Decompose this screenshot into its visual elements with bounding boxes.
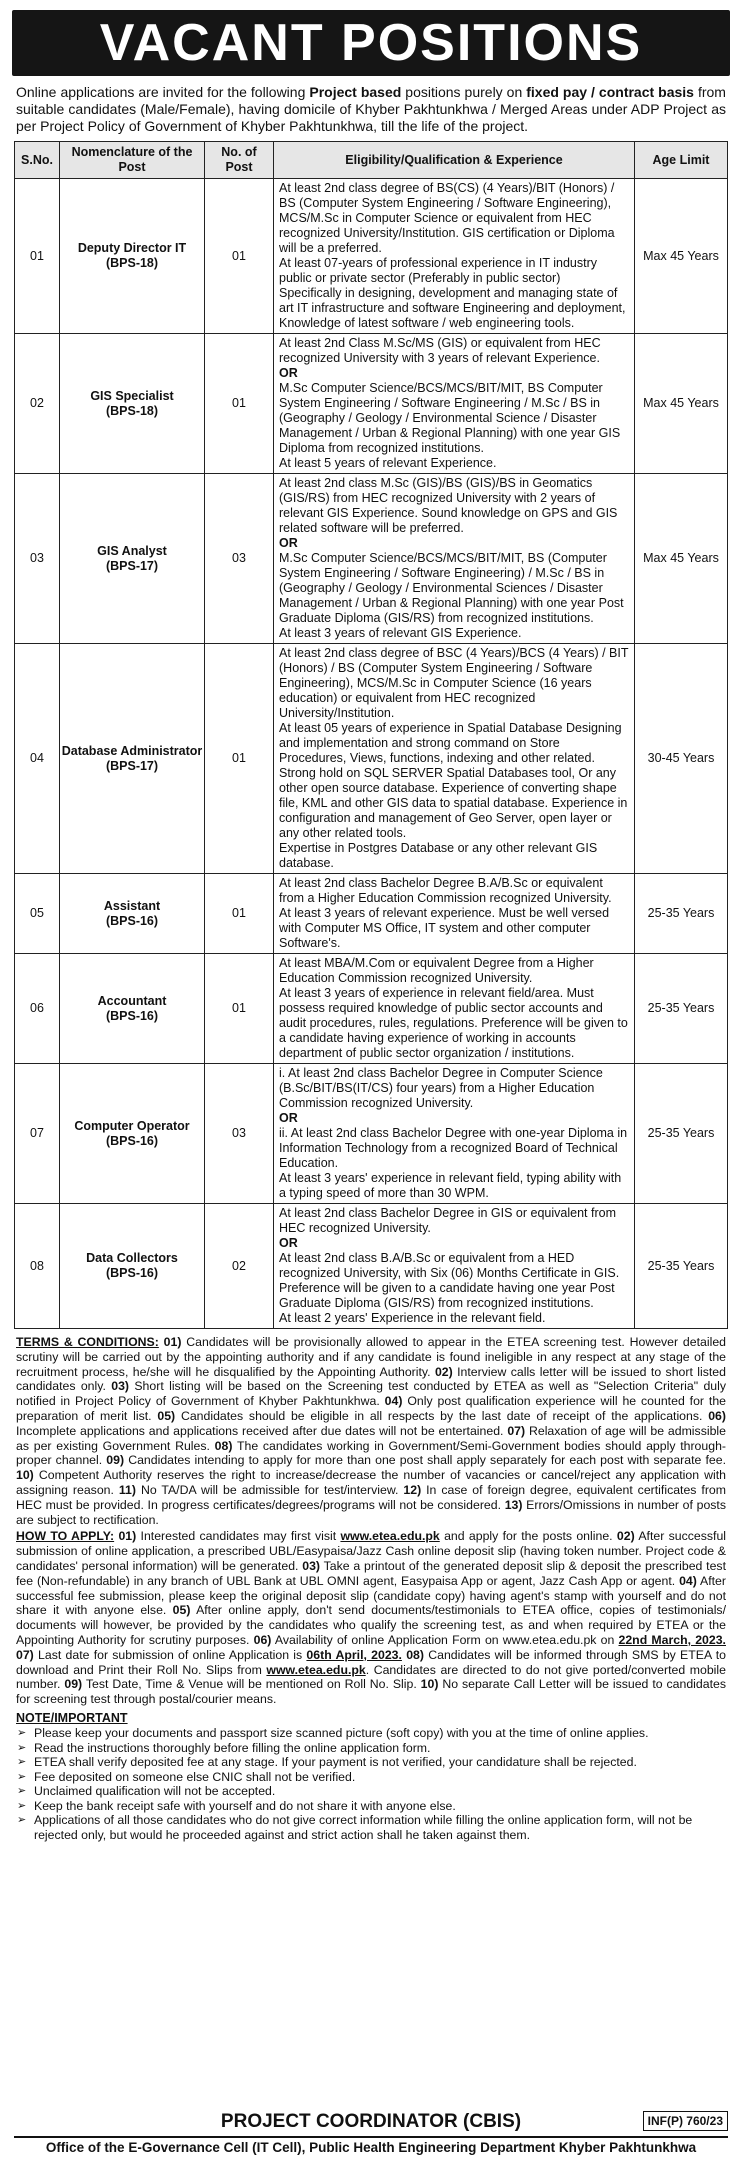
- post-bps: (BPS-17): [105, 758, 159, 773]
- term-text: Relaxation of age will be admissible as per existing Government Rules.: [16, 1423, 726, 1453]
- header-eligibility: Eligibility/Qualification & Experience: [274, 142, 635, 179]
- table-row: [15, 474, 728, 644]
- row-age-limit: 25-35 Years: [635, 1204, 728, 1329]
- row-sno: 03: [15, 474, 60, 644]
- coordinator-row: [14, 2110, 728, 2134]
- how-text: Test Date, Time & Venue will be mentioned on Roll No. Slip.: [85, 1677, 417, 1692]
- term-text: Candidates intending to apply for more than one post shall apply separately for each post with separate fee.: [128, 1453, 726, 1468]
- row-eligibility: [274, 474, 635, 644]
- how-number: 09): [64, 1677, 83, 1692]
- header-num: No. of Post: [205, 142, 274, 179]
- post-bps: (BPS-17): [105, 558, 159, 573]
- term-number: 01): [163, 1335, 182, 1349]
- eligibility-line: At least 2nd class Bachelor Degree in GIS or equivalent from HEC recognized University.: [279, 1206, 616, 1235]
- term-number: 06): [708, 1408, 726, 1423]
- eligibility-line: At least 3 years of relevant GIS Experience.: [279, 626, 522, 640]
- table-row: [15, 874, 728, 954]
- row-post: [60, 474, 205, 644]
- row-num-posts: 02: [205, 1204, 274, 1329]
- post-name: Data Collectors: [86, 1251, 178, 1265]
- notes-list: [16, 1726, 726, 1843]
- post-bps: (BPS-18): [105, 256, 159, 270]
- eligibility-line: i. At least 2nd class Bachelor Degree in Computer Science (B.Sc/BIT/BS(IT/CS) four years) from a Higher Education Commission recognized University.: [279, 1066, 603, 1110]
- how-number: 08): [406, 1647, 424, 1662]
- positions-table: [14, 141, 728, 1329]
- how-link[interactable]: www.etea.edu.pk: [266, 1662, 366, 1677]
- row-num-posts: 01: [205, 179, 274, 334]
- table-row: [15, 1064, 728, 1204]
- table-row: [15, 179, 728, 334]
- note-item: ➢ Read the instructions thoroughly before filling the online application form.: [16, 1741, 726, 1756]
- how-number: 05): [172, 1603, 191, 1618]
- how-number: 02): [616, 1529, 635, 1544]
- row-age-limit: 25-35 Years: [635, 1064, 728, 1204]
- eligibility-line: At least 2nd Class M.Sc/MS (GIS) or equivalent from HEC recognized University with 3 years of relevant Experience.: [279, 336, 601, 365]
- post-bps: (BPS-16): [105, 913, 159, 928]
- coordinator-title: PROJECT COORDINATOR (CBIS): [220, 2111, 522, 2132]
- how-to-apply: [16, 1529, 726, 1707]
- term-text: Incomplete applications and applications received after due dates will not be entertained.: [16, 1423, 504, 1438]
- intro-paragraph: [16, 84, 726, 135]
- post-name: GIS Analyst: [97, 543, 167, 558]
- eligibility-line: Expertise in Postgres Database or any other relevant GIS database.: [279, 841, 598, 870]
- header-sno: S.No.: [15, 142, 60, 179]
- how-heading: HOW TO APPLY:: [16, 1529, 115, 1544]
- how-link[interactable]: www.etea.edu.pk: [340, 1529, 440, 1544]
- eligibility-line: At least 2nd class degree of BS(CS) (4 Years)/BIT (Honors) / BS (Computer System Engineering / Software Engineering), MCS/M.Sc in Computer Science or equivalent from HEC recognized University/Institution. GIS certification or Diploma will be a preferred.: [279, 181, 615, 255]
- how-number: 01): [118, 1529, 137, 1544]
- eligibility-line: At least 3 years of experience in relevant field/area. Must possess required knowledge of public sector accounts and audit procedures, rules, regulations. Preference will be given to a candidate having experience of working in accounts department of public sector organization / institutions.: [279, 986, 628, 1060]
- row-post: [60, 334, 205, 474]
- row-eligibility: [274, 179, 635, 334]
- eligibility-line: At least 07-years of professional experience in IT industry public or private sector (Preferably in public sector): [279, 256, 597, 285]
- row-age-limit: Max 45 Years: [635, 474, 728, 644]
- intro-emphasis: Project based: [309, 84, 402, 100]
- row-sno: 04: [15, 644, 60, 874]
- term-text: Interview calls letter will be issued to short listed candidates only.: [16, 1364, 726, 1394]
- eligibility-line: OR: [279, 366, 298, 380]
- table-row: [15, 334, 728, 474]
- row-age-limit: 30-45 Years: [635, 644, 728, 874]
- how-number: 07): [16, 1647, 34, 1662]
- post-bps: (BPS-16): [105, 1008, 159, 1023]
- post-name: Database Administrator: [61, 743, 203, 758]
- eligibility-line: At least 2nd class B.A/B.Sc or equivalent from a HED recognized University, with Six (06) Months Certificate in GIS. Preference will be given to a candidate having one year Post Graduate Diploma (GIS/RS) from recognized institutions.: [279, 1251, 620, 1310]
- how-text: After online apply, don't send documents/testimonials to ETEA office, copies of testimonials/ documents will however, be provided by the candidates who qualify the screening test, as and when required by ETEA or the Appointing Authority for scrutiny purposes.: [16, 1603, 726, 1647]
- eligibility-line: At least 5 years of relevant Experience.: [279, 456, 497, 470]
- how-text: Last date for submission of online Application is: [38, 1647, 307, 1662]
- how-text: Interested candidates may first visit: [140, 1529, 341, 1544]
- row-eligibility: [274, 1064, 635, 1204]
- eligibility-line: ii. At least 2nd class Bachelor Degree with one-year Diploma in Information Technology from a recognized Board of Technical Education.: [279, 1126, 628, 1170]
- how-number: 10): [420, 1677, 439, 1692]
- row-num-posts: 01: [205, 644, 274, 874]
- term-text: Competent Authority reserves the right to increase/decrease the number of vacancies or cancel/reject any application with assigning reason.: [16, 1468, 726, 1497]
- how-text: After successful fee submission, please keep the original deposit slip (candidate copy) having agent's stamp with yourself and do not share it with anyone else.: [16, 1573, 726, 1618]
- eligibility-line: OR: [279, 1236, 298, 1250]
- row-post: [60, 644, 205, 874]
- term-text: The candidates working in Government/Semi-Government bodies should apply through-proper channel.: [16, 1438, 726, 1468]
- table-row: [15, 644, 728, 874]
- intro-text: from suitable candidates (Male/Female), having domicile of Khyber Pakhtunkhwa / Merged Areas under ADP Project as per Project Policy of Government of Khyber Pakhtunkhwa, till the life of the project.: [16, 84, 726, 134]
- eligibility-line: OR: [279, 536, 298, 550]
- note-item: ➢ Unclaimed qualification will not be accepted.: [16, 1784, 726, 1799]
- post-bps: (BPS-16): [105, 1266, 159, 1280]
- term-number: 07): [507, 1423, 526, 1438]
- note-item: ➢ ETEA shall verify deposited fee at any stage. If your payment is not verified, your candidature shall be rejected.: [16, 1755, 726, 1770]
- footer: [14, 2110, 728, 2157]
- notes-heading: NOTE/IMPORTANT: [16, 1710, 128, 1725]
- term-text: Short listing will be based on the Screening test conducted by ETEA as well as "Selection Criteria" duly notified in Project Policy of Government of Khyber Pakhtunkhwa.: [16, 1379, 726, 1409]
- row-eligibility: [274, 334, 635, 474]
- row-post: [60, 1204, 205, 1329]
- term-text: In case of foreign degree, equivalent certificates from HEC must be provided. In progress certificates/degrees/programs will not be considered.: [16, 1482, 726, 1512]
- row-eligibility: [274, 644, 635, 874]
- eligibility-line: OR: [279, 1111, 298, 1125]
- intro-emphasis: fixed pay / contract basis: [526, 84, 694, 100]
- row-post: [60, 954, 205, 1064]
- term-number: 11): [118, 1482, 136, 1497]
- eligibility-line: At least 3 years of relevant experience. Must be well versed with Computer MS Office, IT system and other computer Software's.: [279, 906, 610, 950]
- row-num-posts: 03: [205, 474, 274, 644]
- eligibility-line: At least 2nd class degree of BSC (4 Years)/BCS (4 Years) / BIT (Honors) / BS (Computer System Engineering / Software Engineering), MCS/M.Sc in Computer Science (16 years education) or equivalent from HEC recognized University/Institution.: [279, 646, 629, 720]
- row-post: [60, 1064, 205, 1204]
- eligibility-line: At least 2 years' Experience in the relevant field.: [279, 1311, 546, 1325]
- eligibility-line: At least MBA/M.Com or equivalent Degree from a Higher Education Commission recognized University.: [279, 956, 594, 985]
- term-number: 02): [434, 1364, 453, 1379]
- how-number: 03): [302, 1558, 321, 1573]
- row-age-limit: Max 45 Years: [635, 179, 728, 334]
- how-text: Availability of online Application Form on www.etea.edu.pk on: [274, 1632, 619, 1647]
- how-list: [16, 1529, 726, 1706]
- note-item: ➢ Fee deposited on someone else CNIC shall not be verified.: [16, 1770, 726, 1785]
- office-name: Office of the E-Governance Cell (IT Cell), Public Health Engineering Department Khyber Pakhtunkhwa: [14, 2136, 728, 2157]
- term-text: Errors/Omissions in number of posts are subject to rectification.: [16, 1497, 726, 1527]
- term-number: 09): [106, 1453, 125, 1468]
- term-number: 04): [384, 1394, 403, 1409]
- header-age: Age Limit: [635, 142, 728, 179]
- note-item: ➢ Keep the bank receipt safe with yourself and do not share it with anyone else.: [16, 1799, 726, 1814]
- term-number: 12): [403, 1482, 422, 1497]
- how-text: and apply for the posts online.: [439, 1529, 613, 1544]
- post-bps: (BPS-18): [105, 403, 159, 418]
- post-name: Deputy Director IT: [77, 241, 187, 255]
- eligibility-line: At least 2nd class M.Sc (GIS)/BS (GIS)/BS in Geomatics (GIS/RS) from HEC recognized University with 2 years of relevant GIS Experience. Sound knowledge on GPS and GIS related software will be preferred.: [279, 476, 618, 535]
- post-name: Accountant: [97, 993, 167, 1008]
- row-sno: 08: [15, 1204, 60, 1329]
- header-post: Nomenclature of the Post: [60, 142, 205, 179]
- post-name: Assistant: [103, 898, 161, 913]
- how-text: No separate Call Letter will be issued to candidates for screening test through postal/courier means.: [16, 1677, 726, 1707]
- eligibility-line: At least 2nd class Bachelor Degree B.A/B.Sc or equivalent from a Higher Education Commission recognized University.: [279, 876, 612, 905]
- term-number: 13): [504, 1497, 523, 1512]
- eligibility-line: M.Sc Computer Science/BCS/MCS/BIT/MIT, BS (Computer System Engineering / Software Engineering) / M.Sc / BS in (Geography / Geology / Environmental Sciences / Disaster Management / Urban & Regional Planning) with one year Post Graduate Diploma (GIS/RS) from recognized institutions.: [279, 551, 624, 625]
- row-eligibility: [274, 954, 635, 1064]
- term-number: 10): [16, 1468, 34, 1483]
- intro-text: positions purely on: [401, 84, 527, 100]
- how-link[interactable]: 22nd March, 2023.: [618, 1632, 726, 1647]
- positions-body: [15, 179, 728, 1329]
- post-bps: (BPS-16): [105, 1133, 159, 1148]
- how-text: Candidates will be informed through SMS by ETEA to download and Print their Roll No. Slips from: [16, 1647, 726, 1677]
- row-age-limit: Max 45 Years: [635, 334, 728, 474]
- row-num-posts: 01: [205, 334, 274, 474]
- post-name: Computer Operator: [74, 1118, 190, 1133]
- row-age-limit: 25-35 Years: [635, 874, 728, 954]
- table-row: [15, 954, 728, 1064]
- row-num-posts: 03: [205, 1064, 274, 1204]
- eligibility-line: Specifically in designing, development and managing state of art IT infrastructure and software Engineering and deployment, Knowledge of latest software / web engineering tools.: [279, 286, 626, 330]
- intro-text: Online applications are invited for the following: [16, 84, 310, 100]
- row-post: [60, 874, 205, 954]
- term-number: 08): [214, 1438, 233, 1453]
- table-header-row: [15, 142, 728, 179]
- term-text: No TA/DA will be admissible for test/interview.: [140, 1482, 399, 1497]
- how-text: Take a printout of the generated deposit slip & deposit the prescribed test fee (Non-refundable) in any branch of UBL Bank at UBL OMNI agent, Easypaisa App or agent, Jazz Cash App or agent.: [16, 1558, 726, 1588]
- reference-number: INF(P) 760/23: [643, 2111, 728, 2131]
- row-num-posts: 01: [205, 874, 274, 954]
- terms-heading: TERMS & CONDITIONS:: [16, 1335, 159, 1349]
- terms-list: [16, 1335, 726, 1527]
- term-number: 05): [157, 1408, 176, 1423]
- term-text: Candidates should be eligible in all respects by the last date of receipt of the applications.: [180, 1408, 703, 1423]
- how-number: 06): [253, 1632, 272, 1647]
- post-name: GIS Specialist: [90, 388, 174, 403]
- eligibility-line: At least 3 years' experience in relevant field, typing ability with a typing speed of more than 30 WPM.: [279, 1171, 622, 1200]
- how-link[interactable]: 06th April, 2023.: [306, 1647, 402, 1662]
- eligibility-line: M.Sc Computer Science/BCS/MCS/BIT/MIT, BS Computer System Engineering / Software Engineering / M.Sc / BS in (Geography / Geology / Environmental Science / Disaster Management / Urban & Regional Planning) with one year GIS Diploma from recognized institutions.: [279, 381, 621, 455]
- terms-conditions: [16, 1335, 726, 1527]
- row-eligibility: [274, 1204, 635, 1329]
- row-sno: 05: [15, 874, 60, 954]
- row-sno: 01: [15, 179, 60, 334]
- how-text: After successful submission of online application, a prescribed UBL/Easypaisa/Jazz Cash online deposit slip (having token number. Project code & candidates' personal information) will be generated.: [16, 1529, 727, 1573]
- term-number: 03): [111, 1379, 130, 1394]
- term-text: Candidates will be provisionally allowed to appear in the ETEA screening test. However detailed scrutiny will be carried out by the appointing authority and if any candidate is found ineligible in any respect at any stage of the recruitment process, he/she will he disqualified by the Appointing Authority.: [16, 1335, 727, 1379]
- row-eligibility: [274, 874, 635, 954]
- table-row: [15, 1204, 728, 1329]
- how-text: . Candidates are directed to do not give ported/converted mobile number.: [16, 1662, 726, 1692]
- row-num-posts: 01: [205, 954, 274, 1064]
- how-number: 04): [679, 1573, 697, 1588]
- row-sno: 02: [15, 334, 60, 474]
- eligibility-line: At least 05 years of experience in Spatial Database Designing and implementation and strong command on Store Procedures, Views, functions, indexing and other related. Strong hold on SQL SERVER Spatial Databases tool, Or any other open source database. Experience of converting shape file, KML and other GIS data to spatial database. Experience in configuration and management of Geo Server, open layer or any other related tools.: [279, 721, 628, 840]
- row-sno: 07: [15, 1064, 60, 1204]
- note-item: ➢ Please keep your documents and passport size scanned picture (soft copy) with you at the time of online applies.: [16, 1726, 726, 1741]
- row-age-limit: 25-35 Years: [635, 954, 728, 1064]
- note-item: ➢ Applications of all those candidates who do not give correct information while filling the online application form, will not be rejected only, but would he proceeded against and strict action shall he taken against them.: [16, 1813, 726, 1842]
- row-sno: 06: [15, 954, 60, 1064]
- page-title: VACANT POSITIONS: [12, 10, 730, 76]
- term-text: Only post qualification experience will he counted for the preparation of merit list.: [16, 1394, 726, 1423]
- row-post: [60, 179, 205, 334]
